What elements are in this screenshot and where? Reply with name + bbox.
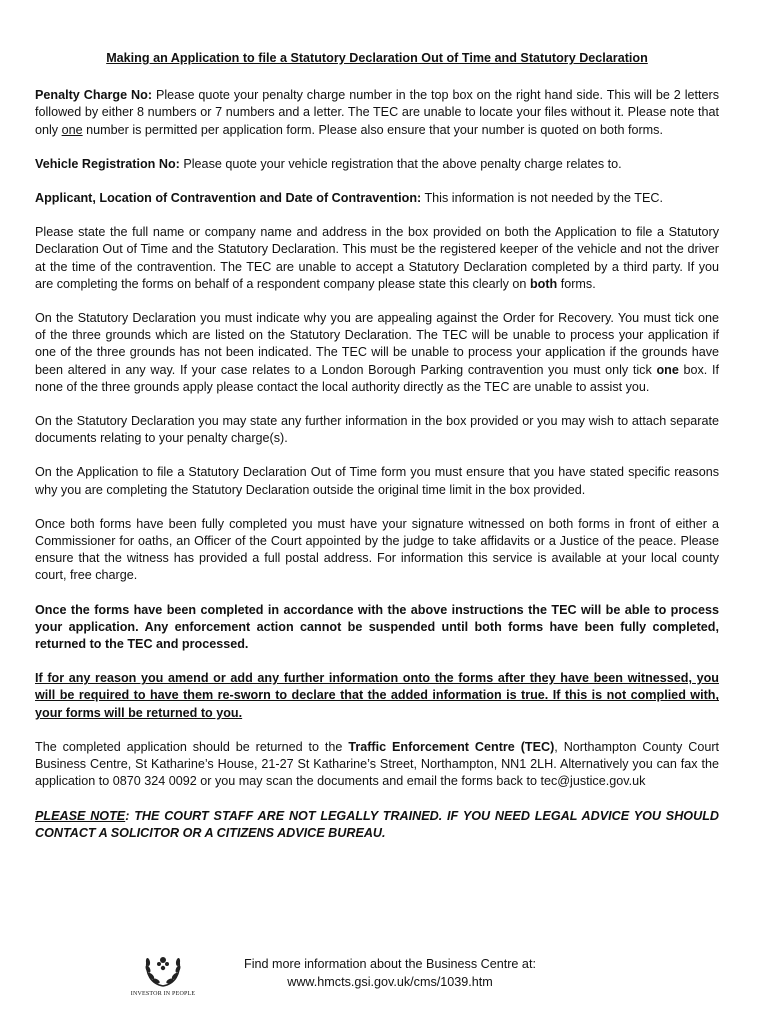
further-information-paragraph: On the Statutory Declaration you may state any further information in the box provided or you may wish to attach separate documents relating to your penalty charge(s). [35, 414, 719, 446]
footer-line-1: Find more information about the Business Centre at: [244, 957, 536, 971]
vehicle-registration-text: Please quote your vehicle registration that the above penalty charge relates to. [179, 156, 622, 171]
laurel-wreath-icon [123, 948, 203, 992]
applicant-label: Applicant, Location of Contravention and Date of Contravention: [35, 191, 422, 206]
return-address-paragraph [35, 739, 719, 791]
grounds-text-2: box. If none of the three grounds apply please contact the local authority directly as the TEC are unable to assist you. [35, 362, 719, 394]
return-bold: Traffic Enforcement Centre (TEC) [348, 739, 555, 754]
witness-paragraph: Once both forms have been fully completed you must have your signature witnessed on both forms in front of either a Commissioner for oaths, an Officer of the Court appointed by the judge to take affidavits or a Justice of the peace. Please ensure that the witness has provided a full postal address. For information this service is available at your local county court, free charge. [35, 516, 719, 583]
process-paragraph: Once the forms have been completed in accordance with the above instructions the TEC will be able to process your application. Any enforcement action cannot be suspended until both forms have been fully completed, returned to the TEC and processed. [35, 602, 719, 652]
please-note-label: PLEASE NOTE [35, 808, 126, 823]
penalty-charge-emphasis: one [61, 122, 83, 137]
return-text-2: , Northampton County Court Business Centre, St Katharine’s House, 21-27 St Katharine’s Street, Northampton, NN1 2LH. Alternatively you can fax the application to 0870 324 0092 or you may scan the documents and email the forms back to tec@justice.gov.uk [35, 739, 720, 789]
footer-text [210, 956, 570, 991]
amend-paragraph: If for any reason you amend or add any further information onto the forms after they have been witnessed, you will be required to have them re-sworn to declare that the added information is true. If this is not complied with, your forms will be returned to you. [35, 671, 719, 720]
applicant-paragraph [35, 190, 719, 207]
footer-link[interactable]: www.hmcts.gsi.gov.uk/cms/1039.htm [287, 974, 493, 989]
logo-caption: INVESTOR IN PEOPLE [130, 991, 196, 997]
applicant-text: This information is not needed by the TEC. [421, 191, 663, 206]
name-address-text-1: Please state the full name or company name and address in the box provided on both the Application to file a Statutory Declaration Out of Time and the Statutory Declaration. This must be the registered keeper of the vehicle and not the driver at the time of the contravention. The TEC are unable to accept a Statutory Declaration completed by a third party. If you are completing the forms on behalf of a respondent company please state this clearly on [35, 225, 719, 291]
page-title: Making an Application to file a Statutory Declaration Out of Time and Statutory Declaration [106, 51, 648, 65]
out-of-time-paragraph: On the Application to file a Statutory Declaration Out of Time form you must ensure that you have stated specific reasons why you are completing the Statutory Declaration outside the original time limit in the box provided. [35, 465, 719, 497]
grounds-bold: one [656, 362, 679, 377]
please-note-paragraph [35, 808, 719, 842]
document-body [35, 50, 719, 859]
penalty-charge-text-2: number is permitted per application form. Please also ensure that your number is quoted on both forms. [82, 122, 663, 137]
return-text-1: The completed application should be returned to the [35, 739, 349, 754]
penalty-charge-text-1: Please quote your penalty charge number in the top box on the right hand side. This will be 2 letters followed by either 8 numbers or 7 numbers and a letter. The TEC are unable to locate your files without it. Please note that only [35, 88, 719, 137]
name-address-paragraph [35, 224, 719, 293]
footer [0, 944, 768, 1004]
grounds-text-1: On the Statutory Declaration you must indicate why you are appealing against the Order for Recovery. You must tick one of the three grounds which are listed on the Statutory Declaration. The TEC will be unable to process your application if one of the three grounds has not been indicated. The TEC will be unable to process your application if the grounds have been altered in any way. If your case relates to a London Borough Parking contravention you must only tick [35, 311, 719, 377]
name-address-text-2: forms. [557, 276, 596, 291]
name-address-bold: both [529, 276, 558, 291]
vehicle-registration-paragraph [35, 156, 719, 173]
penalty-charge-label: Penalty Charge No: [35, 88, 153, 103]
penalty-charge-paragraph [35, 87, 719, 139]
please-note-text: : THE COURT STAFF ARE NOT LEGALLY TRAINED. IF YOU NEED LEGAL ADVICE YOU SHOULD CONTACT A SOLICITOR OR A CITIZENS ADVICE BUREAU. [35, 808, 719, 840]
investor-in-people-logo [123, 948, 203, 1000]
vehicle-registration-label: Vehicle Registration No: [35, 156, 180, 171]
grounds-paragraph [35, 310, 719, 396]
